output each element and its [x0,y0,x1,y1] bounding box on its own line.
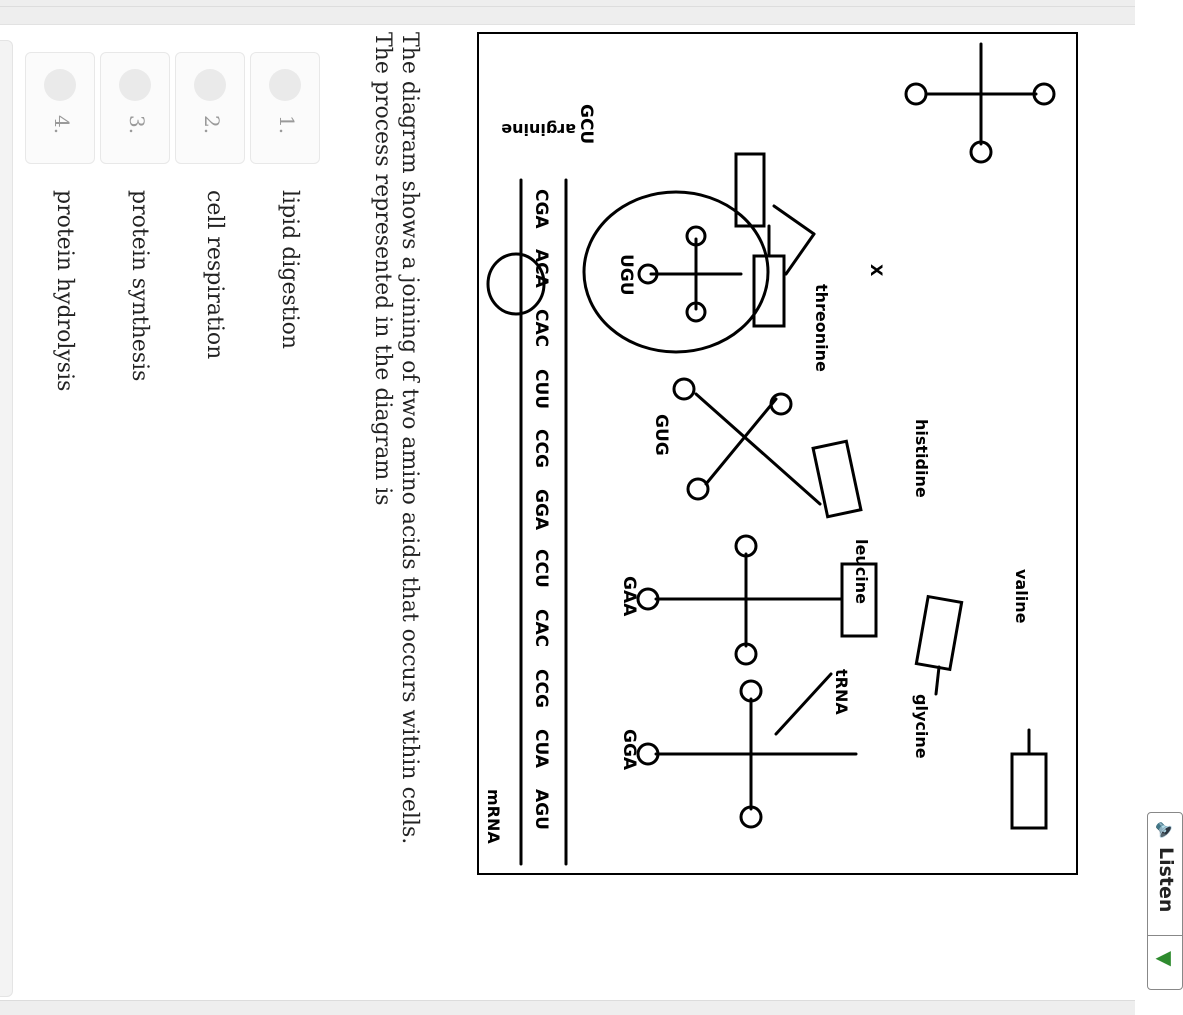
choice-4[interactable] [25,52,95,972]
question-text [369,32,423,972]
glycine-box [1012,754,1046,828]
radio-1[interactable] [269,69,301,101]
listen-button[interactable] [1147,812,1183,990]
radio-3[interactable] [119,69,151,101]
question-line-1: The diagram shows a joining of two amino acids that occurs within cells. [397,32,422,845]
leucine-label: leucine [852,539,871,604]
choice-2-text[interactable]: cell respiration [202,190,227,360]
arginine-label: arginine [501,120,576,139]
codon-1: CGA [531,189,551,229]
listen-label: Listen [1155,847,1177,913]
valine-label: valine [1012,569,1031,624]
anticodon-gcu: GCU [576,104,596,145]
codon-6: GGA [531,489,551,531]
codon-2: ACA [531,249,551,288]
codon-11: AGU [531,789,551,830]
trna-gug-shape [674,379,820,504]
anticodon-gaa: GAA [619,576,639,617]
trna-ugu-shape [639,227,741,321]
codon-5: CCG [531,429,551,468]
listen-divider [1148,935,1182,936]
trna-gga-shape [638,681,856,827]
speaker-icon: 🔈 [1155,821,1176,844]
trna-gaa-shape [638,536,842,664]
valine-box [916,597,961,670]
codon-4: CUU [531,369,551,410]
choice-4-text[interactable]: protein hydrolysis [52,190,77,392]
choice-2[interactable] [175,52,245,972]
radio-4[interactable] [44,69,76,101]
glycine-label: glycine [912,694,931,759]
choice-4-number: 4. [50,115,74,135]
codon-10: CUA [531,729,551,768]
choice-2-number: 2. [200,115,224,135]
anticodon-gug: GUG [651,414,671,456]
codon-9: CCG [531,669,551,708]
trna-label: tRNA [832,669,851,715]
protein-synthesis-diagram [477,32,1078,875]
choice-1[interactable] [250,52,320,972]
mrna-label: mRNA [484,789,503,844]
question-line-2: The process represented in the diagram is [370,32,395,506]
histidine-label: histidine [912,419,931,498]
radio-2[interactable] [194,69,226,101]
marker-x: X [867,264,886,277]
threonine-label: threonine [812,284,831,372]
choice-3-number-box[interactable] [100,52,170,164]
trna-gcu-shape [906,44,1054,162]
choice-3[interactable] [100,52,170,972]
choice-4-number-box[interactable] [25,52,95,164]
codon-3: CAC [531,309,551,348]
choice-3-number: 3. [125,115,149,135]
anticodon-gga: GGA [619,729,639,771]
choice-3-text[interactable]: protein synthesis [127,190,152,382]
triangle-down-icon[interactable]: ▼ [1153,951,1177,967]
choice-1-number: 1. [275,115,299,135]
choice-1-number-box[interactable] [250,52,320,164]
choice-1-text[interactable]: lipid digestion [277,190,302,350]
codon-7: CCU [531,549,551,588]
choice-2-number-box[interactable] [175,52,245,164]
anticodon-ugu: UGU [616,254,636,296]
codon-8: CAC [531,609,551,648]
ribosome-circle [584,192,768,352]
